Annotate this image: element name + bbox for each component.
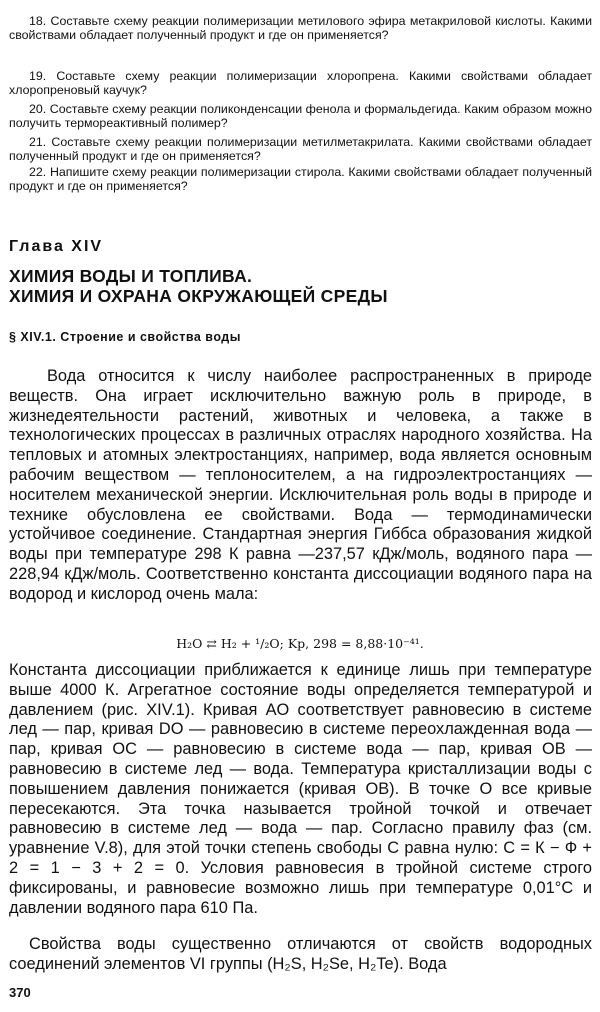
chapter-title-line-1: ХИМИЯ ВОДЫ И ТОПЛИВА. [9, 266, 253, 286]
chapter-label: Глава XIV [9, 238, 104, 255]
body-paragraph-2: Константа диссоциации приближается к единице лишь при температуре выше 4000 К. Агрегатное состояние воды определяется температурой и давлением (рис. XIV.1). Кривая AO соответствует равновесию в системе лед — пар, кривая DO — равновесию в системе переохлажденная вода — пар, кривая OC — равновесию в системе вода — пар, кривая OB — равновесию в системе лед — вода. Температура кристаллизации воды с повышением давления понижается (кривая OB). В точке O все кривые пересекаются. Эта точка называется тройной точкой и отвечает равновесию в системе лед — вода — пар. Согласно правилу фаз (см. уравнение V.8), для этой точки степень свободы С равна нулю: С = К − Ф + 2 = 1 − 3 + 2 = 0. Условия равновесия в тройной системе строго фиксированы, и равновесие возможно лишь при температуре 0,01°С и давлении водяного пара 610 Па. [9, 661, 592, 917]
body-paragraph-1: Вода относится к числу наиболее распространенных в природе веществ. Она играет исключительно важную роль в природе, в жизнедеятельности растений, животных и человека, а также в технологических процессах в различных отраслях народного хозяйства. На тепловых и атомных электростанциях, например, вода является основным рабочим веществом — теплоносителем, а на гидроэлектростанциях — носителем механической энергии. Исключительная роль воды в природе и технике обусловлена ее свойствами. Вода — термодинамически устойчивое соединение. Стандартная энергия Гиббса образования жидкой воды при температуре 298 К равна —237,57 кДж/моль, водяного пара —228,94 кДж/моль. Соответственно константа диссоциации водяного пара на водород и кислород очень мала: [9, 367, 592, 603]
chapter-title-line-2: ХИМИЯ И ОХРАНА ОКРУЖАЮЩЕЙ СРЕДЫ [9, 286, 388, 306]
page-number: 370 [9, 985, 31, 1000]
dissociation-formula: H₂O ⇄ H₂ + ¹/₂O; Kp, 298 = 8,88·10⁻⁴¹. [176, 636, 424, 651]
body-paragraph-3: Свойства воды существенно отличаются от свойств водородных соединений элементов VI группы (H₂S, H₂Se, H₂Te). Вода [9, 935, 592, 973]
exercise-21: 21. Составьте схему реакции полимеризации метилметакрилата. Какими свойствами обладает полученный продукт и где он применяется? [9, 135, 592, 164]
exercise-22: 22. Напишите схему реакции полимеризации стирола. Какими свойствами обладает полученный продукт и где он применяется? [9, 165, 592, 194]
exercise-19: 19. Составьте схему реакции полимеризации хлоропрена. Какими свойствами обладает хлоропреновый каучук? [9, 69, 592, 98]
exercise-18: 18. Составьте схему реакции полимеризации метилового эфира метакриловой кислоты. Какими свойствами обладает полученный продукт и где он применяется? [9, 14, 592, 43]
exercise-20: 20. Составьте схему реакции поликонденсации фенола и формальдегида. Каким образом можно получить термореактивный полимер? [9, 102, 592, 131]
section-heading: § XIV.1. Строение и свойства воды [9, 330, 241, 344]
chapter-title [9, 266, 388, 306]
